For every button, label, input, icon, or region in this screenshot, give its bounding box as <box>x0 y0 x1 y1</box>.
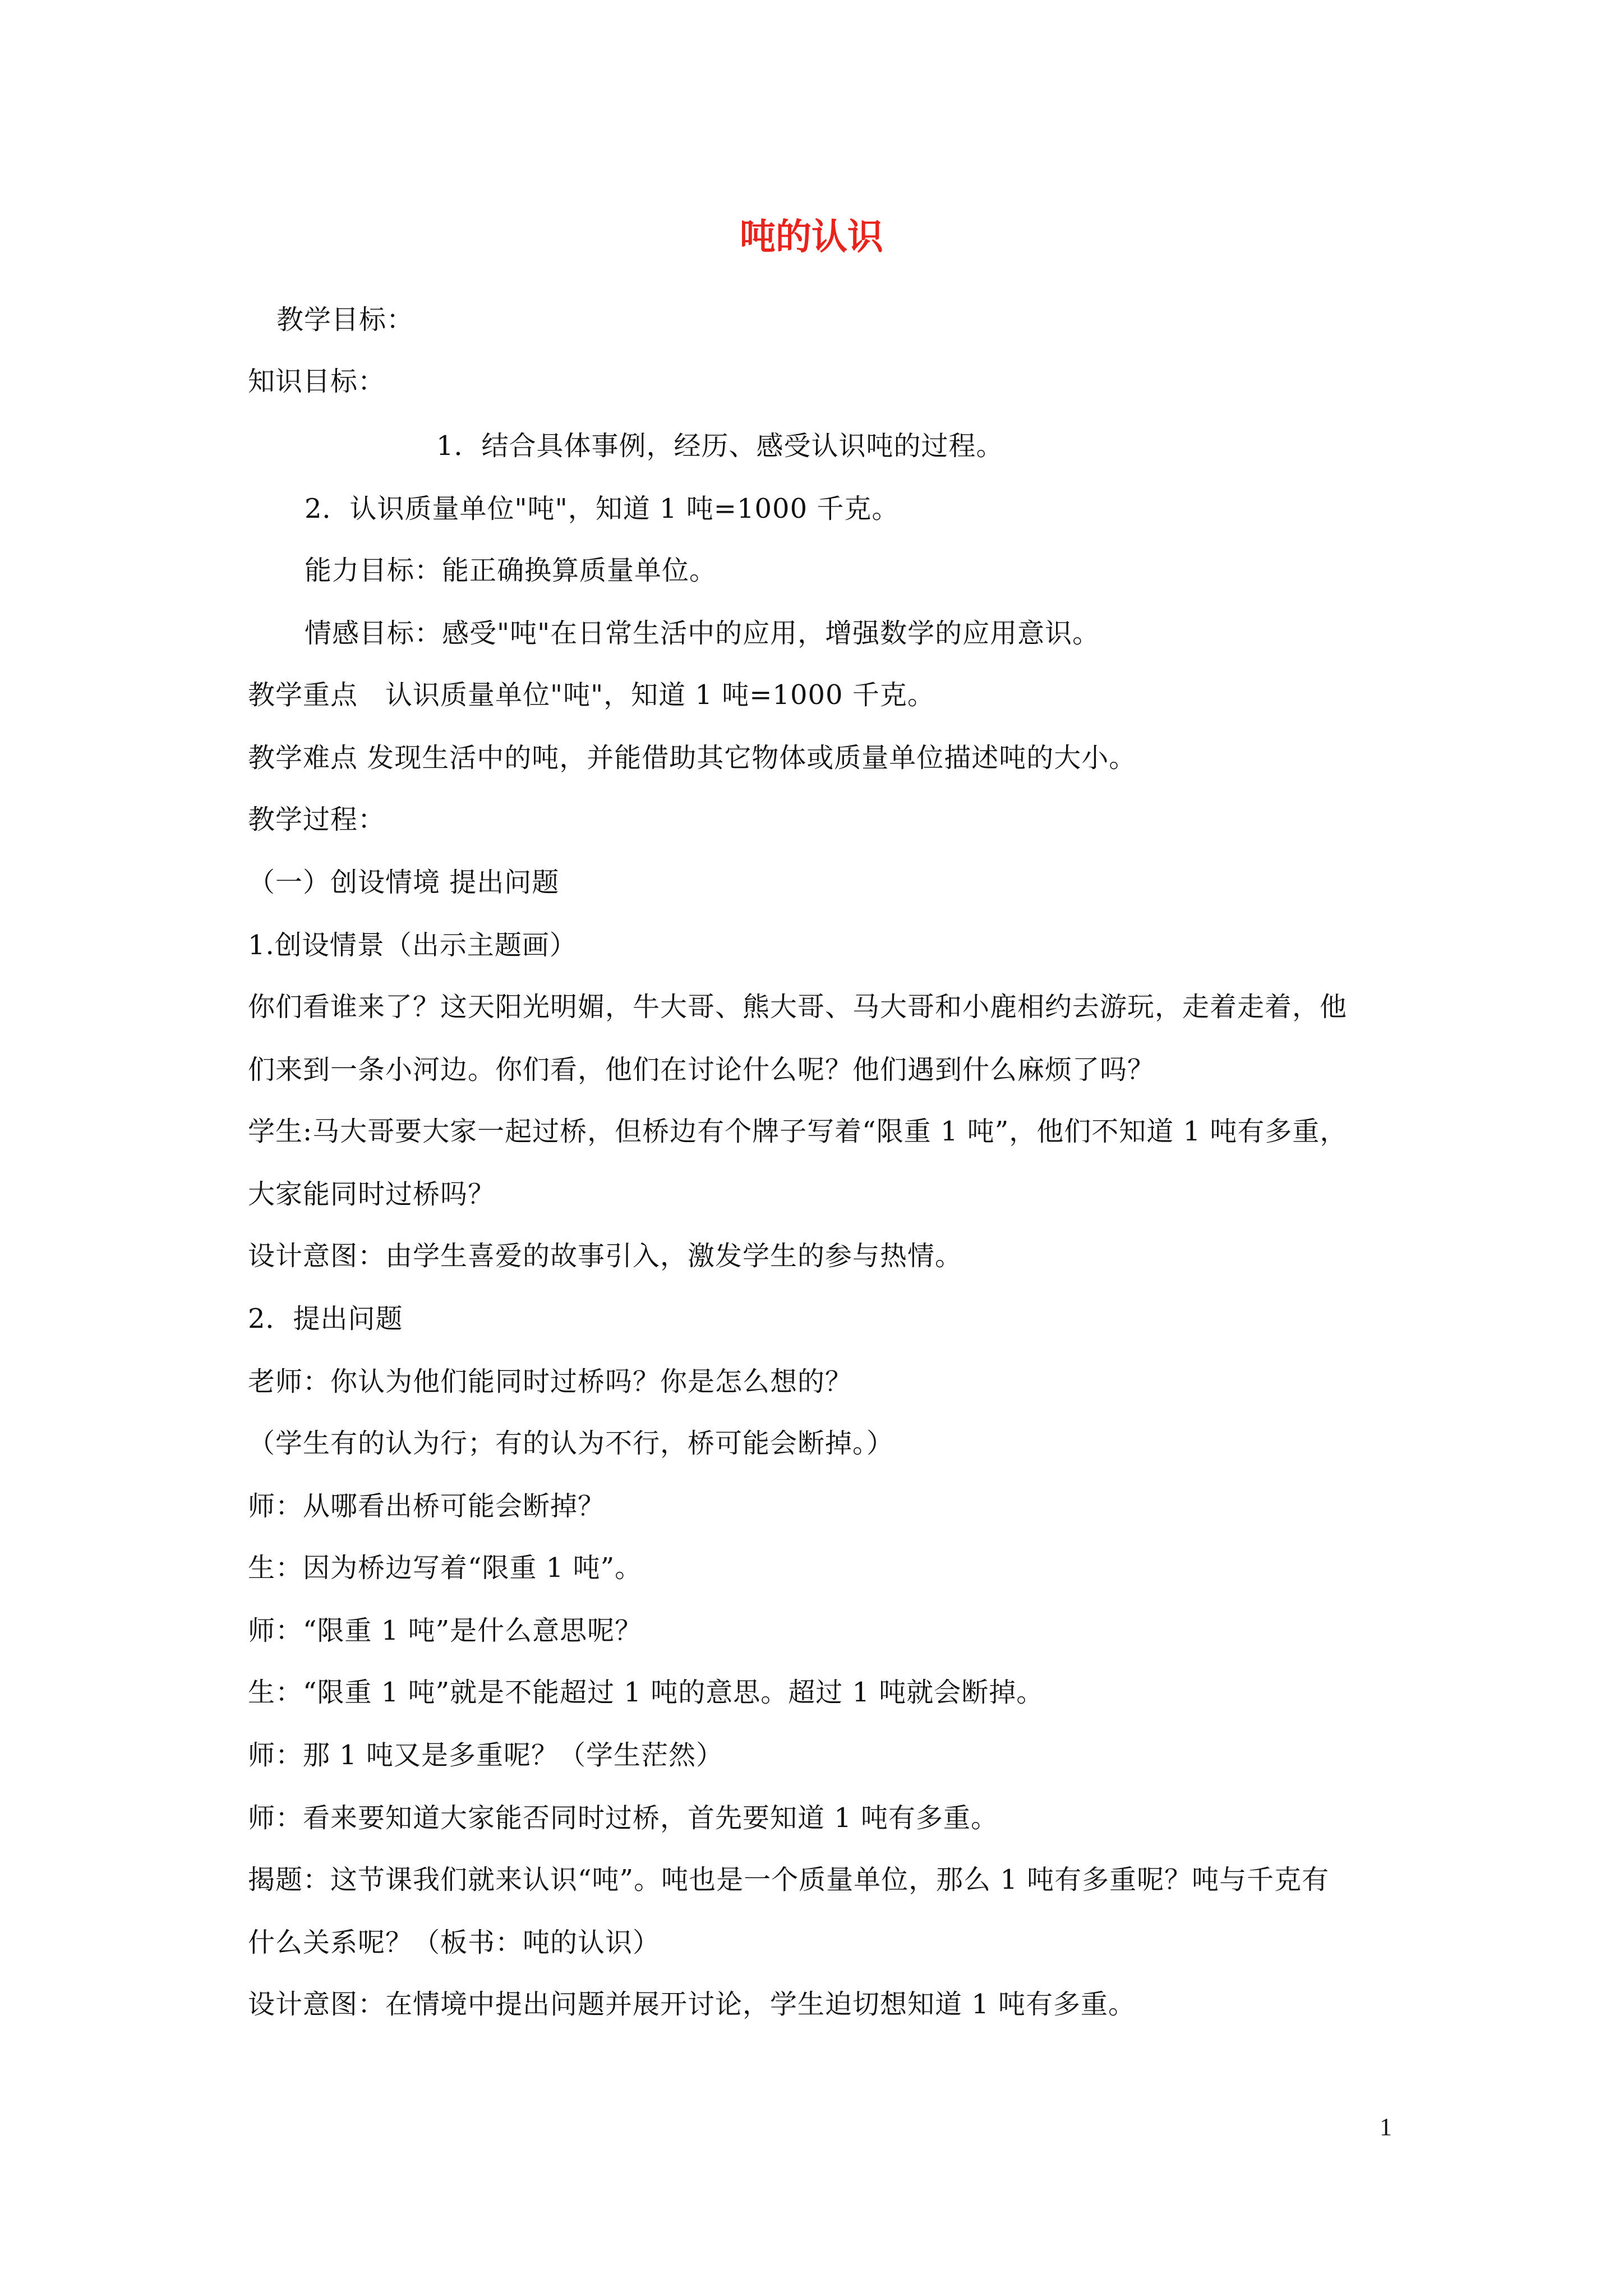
dialogue-line: 师：从哪看出桥可能会断掉？ <box>248 1490 606 1522</box>
dialogue-line: 师：看来要知道大家能否同时过桥，首先要知道 1 吨有多重。 <box>248 1802 999 1834</box>
knowledge-goal-1: 1．结合具体事例，经历、感受认识吨的过程。 <box>436 430 1004 462</box>
paragraph-line: 大家能同时过桥吗？ <box>248 1179 496 1210</box>
knowledge-goal-2: 2．认识质量单位"吨"，知道 1 吨=1000 千克。 <box>305 493 900 524</box>
paragraph-line: 什么关系呢？（板书：吨的认识） <box>248 1927 661 1958</box>
paragraph-line: 学生:马大哥要大家一起过桥，但桥边有个牌子写着“限重 1 吨”，他们不知道 1 吨有多重， <box>248 1116 1348 1147</box>
paragraph-line: 你们看谁来了？这天阳光明媚，牛大哥、熊大哥、马大哥和小鹿相约去游玩，走着走着，他 <box>248 991 1348 1023</box>
dialogue-line: 师：“限重 1 吨”是什么意思呢？ <box>248 1615 643 1646</box>
ability-goal: 能力目标：能正确换算质量单位。 <box>305 555 717 586</box>
knowledge-goals-heading: 知识目标： <box>248 366 386 397</box>
dialogue-line: 师：那 1 吨又是多重呢？（学生茫然） <box>248 1740 724 1771</box>
paragraph-line: 揭题：这节课我们就来认识“吨”。吨也是一个质量单位，那么 1 吨有多重呢？吨与千克有 <box>248 1864 1330 1895</box>
design-intent-2: 设计意图：在情境中提出问题并展开讨论，学生迫切想知道 1 吨有多重。 <box>248 1989 1136 2020</box>
page-number: 1 <box>1380 2113 1392 2141</box>
dialogue-line: 生：因为桥边写着“限重 1 吨”。 <box>248 1552 643 1584</box>
subsection-1-heading: 1.创设情景（出示主题画） <box>248 930 577 961</box>
section-1-heading: （一）创设情境 提出问题 <box>248 867 560 898</box>
teaching-goals-heading: 教学目标： <box>276 304 414 335</box>
dialogue-line: 老师：你认为他们能同时过桥吗？你是怎么想的？ <box>248 1366 853 1397</box>
teaching-difficulty: 教学难点 发现生活中的吨，并能借助其它物体或质量单位描述吨的大小。 <box>248 742 1137 774</box>
dialogue-line: （学生有的认为行；有的认为不行，桥可能会断掉。） <box>248 1428 895 1459</box>
emotion-goal: 情感目标：感受"吨"在日常生活中的应用，增强数学的应用意识。 <box>305 618 1100 649</box>
teaching-process-heading: 教学过程： <box>248 804 386 835</box>
design-intent-1: 设计意图：由学生喜爱的故事引入，激发学生的参与热情。 <box>248 1240 963 1272</box>
subsection-2-heading: 2．提出问题 <box>248 1303 403 1335</box>
dialogue-line: 生：“限重 1 吨”就是不能超过 1 吨的意思。超过 1 吨就会断掉。 <box>248 1677 1044 1708</box>
document-title: 吨的认识 <box>740 216 883 258</box>
paragraph-line: 们来到一条小河边。你们看，他们在讨论什么呢？他们遇到什么麻烦了吗？ <box>248 1054 1155 1085</box>
teaching-key-point: 教学重点 认识质量单位"吨"，知道 1 吨=1000 千克。 <box>248 679 935 711</box>
